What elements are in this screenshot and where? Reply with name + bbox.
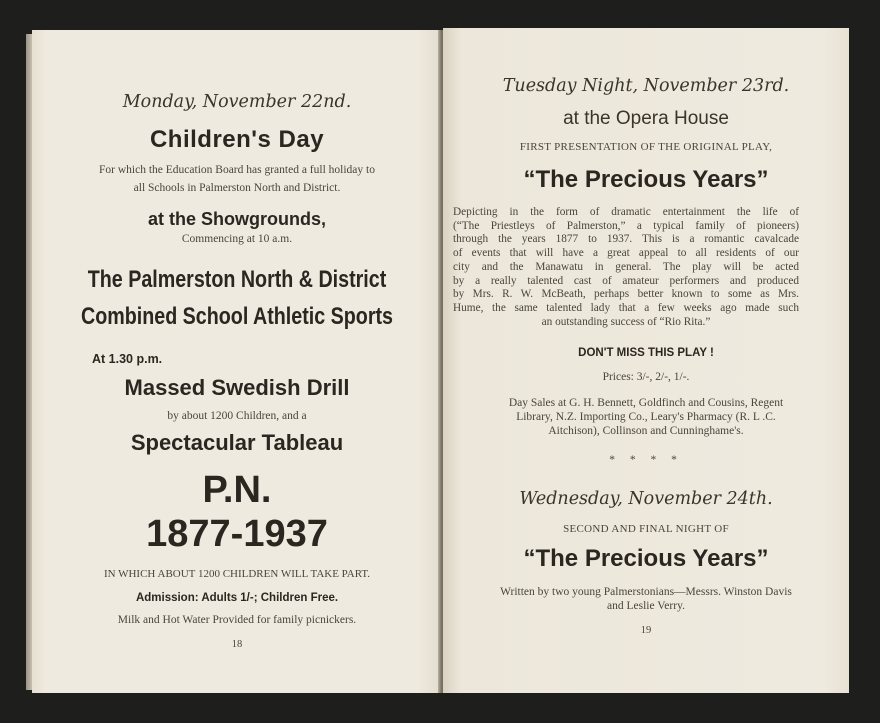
description-line: (“The Priestleys of Palmerston,” a typical family of pioneers) [453,219,799,232]
description-line: Depicting in the form of dramatic entertainment the life of [453,206,799,218]
first-presentation: FIRST PRESENTATION OF THE ORIGINAL PLAY, [519,141,773,153]
showgrounds-heading: at the Showgrounds, [148,209,326,229]
date-heading-wednesday: Wednesday, November 24th. [519,489,773,509]
play-title: “The Precious Years” [523,166,769,193]
second-final-night: SECOND AND FINAL NIGHT OF [563,523,729,535]
page-number-19: 19 [640,625,652,636]
description-line: through the years 1877 to 1937. This is a romantic cavalcade [453,233,799,246]
sports-heading-line-2: Combined School Athletic Sports [81,303,393,330]
commencing-time: Commencing at 10 a.m. [181,233,293,245]
childrens-day-heading: Children's Day [149,126,325,153]
swedish-drill-heading: Massed Swedish Drill [124,375,350,400]
description-line: Hume, the same talented lady that a few weeks ago made such [453,301,799,314]
play-description [453,206,799,329]
milk-line: Milk and Hot Water Provided for family picnickers. [117,614,357,626]
play-title-repeat: “The Precious Years” [523,545,769,572]
start-time: At 1.30 p.m. [92,352,163,366]
years-heading: 1877-1937 [146,513,328,555]
opera-house-heading: at the Opera House [563,108,729,129]
day-sales-line-3: Aitchison), Collinson and Cunninghame's. [548,425,744,437]
day-sales-line-1: Day Sales at G. H. Bennett, Goldfinch and Cousins, Regent [508,397,784,409]
tableau-heading: Spectacular Tableau [130,430,344,455]
section-divider-stars: * * * * [609,454,683,466]
description-last-line: an outstanding success of “Rio Rita.” [541,315,711,328]
description-line: of events that will have a great appeal to all residents of our [453,247,799,260]
description-line: by a really talented cast of amateur performers and produced [453,274,799,287]
holiday-line-2: all Schools in Palmerston North and District. [133,182,341,194]
admission-line: Admission: Adults 1/-; Children Free. [135,592,339,604]
date-heading-monday: Monday, November 22nd. [122,92,352,112]
sports-heading-line-1: The Palmerston North & District [87,266,387,293]
written-by-line-1: Written by two young Palmerstonians—Messrs. Winston Davis [500,586,792,598]
page-number-18: 18 [231,639,243,650]
holiday-line-1: For which the Education Board has granted a full holiday to [99,164,375,176]
description-line: city and the Manawatu in general. The play will be acted [453,260,799,273]
description-line: by Mrs. R. W. McBeath, perhaps better known to some as Mrs. [453,288,799,301]
children-take-part: IN WHICH ABOUT 1200 CHILDREN WILL TAKE PART. [103,568,371,580]
left-page [32,30,442,693]
dont-miss-notice: DON'T MISS THIS PLAY ! [578,347,714,359]
right-page [443,28,849,693]
drill-by-line: by about 1200 Children, and a [167,410,307,422]
prices-line: Prices: 3/-, 2/-, 1/-. [602,371,690,383]
pn-heading: P.N. [202,469,272,511]
date-heading-tuesday: Tuesday Night, November 23rd. [502,76,790,96]
written-by-line-2: and Leslie Verry. [607,600,685,612]
day-sales-line-2: Library, N.Z. Importing Co., Leary's Pharmacy (R. L .C. [516,411,776,423]
